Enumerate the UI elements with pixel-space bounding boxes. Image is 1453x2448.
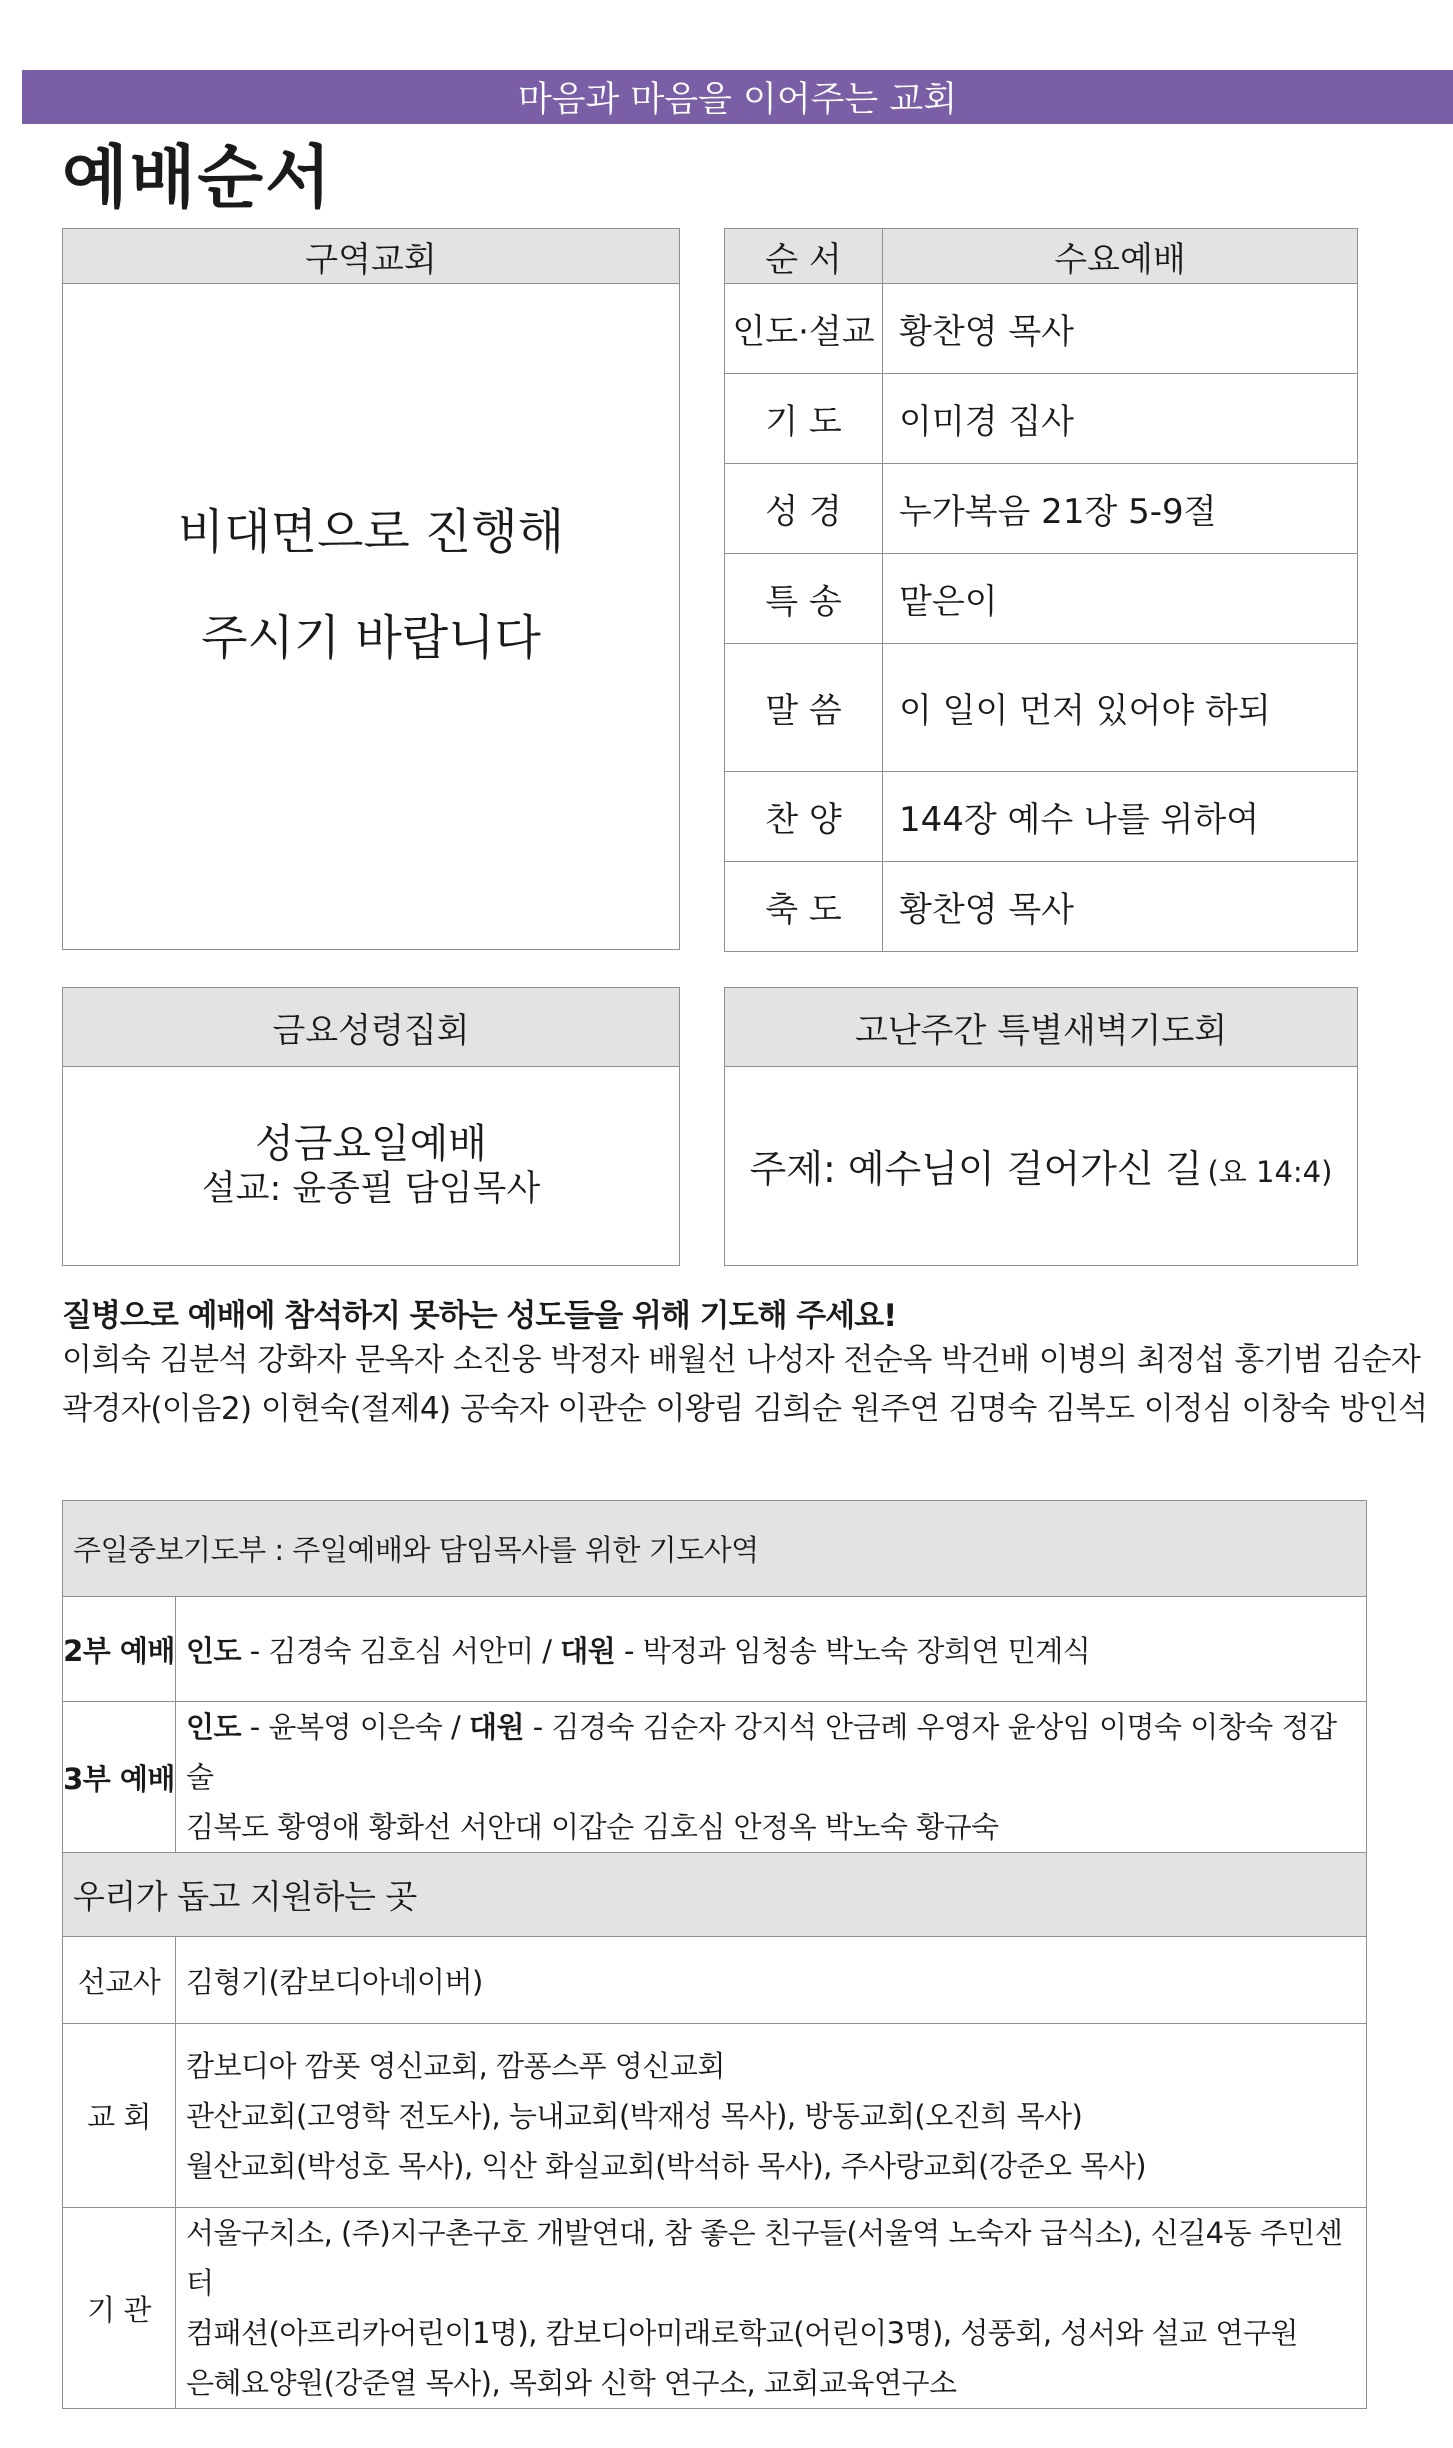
service3-row	[63, 1702, 1367, 1853]
role-cell: 기 도	[725, 374, 883, 464]
service3-lead-label: 인도	[186, 1710, 242, 1744]
service3-line-1	[186, 1702, 1356, 1802]
district-church-panel	[62, 228, 680, 950]
role-cell: 말 씀	[725, 644, 883, 772]
church-line-3: 월산교회(박성호 목사), 익산 화실교회(박석하 목사), 주사랑교회(강준오 목사)	[186, 2148, 1147, 2183]
service2-rep-names: - 박정과 임청송 박노숙 장희연 민계식	[615, 1633, 1091, 1668]
worship-row-special-song	[725, 554, 1358, 644]
passion-week-panel	[724, 987, 1358, 1266]
value-cell: 이 일이 먼저 있어야 하되	[883, 644, 1358, 772]
service3-label: 3부 예배	[63, 1702, 176, 1853]
support-header: 우리가 돕고 지원하는 곳	[63, 1853, 1367, 1937]
support-header-row	[63, 1853, 1367, 1937]
church-motto-banner: 마음과 마음을 이어주는 교회	[22, 70, 1453, 124]
service3-rep-names: - 김경숙 김순자 강지석 안금례 우영자 윤상임 이명숙 이창숙 정갑술	[186, 1710, 1337, 1794]
friday-preacher: 설교: 윤종필 담임목사	[201, 1169, 541, 1209]
intercession-support-table	[62, 1500, 1367, 2409]
worship-row-hymn	[725, 772, 1358, 862]
worship-row-leader	[725, 284, 1358, 374]
passion-week-reference: (요 14:4)	[1207, 1155, 1333, 1189]
worship-row-benediction	[725, 862, 1358, 952]
service2-row	[63, 1597, 1367, 1702]
page-title: 예배순서	[62, 139, 333, 218]
service3-line-2: 김복도 황영애 황화선 서안대 이갑순 김호심 안정옥 박노숙 황규숙	[186, 1810, 999, 1844]
friday-service-name: 성금요일예배	[255, 1121, 487, 1167]
role-cell: 찬 양	[725, 772, 883, 862]
passion-week-header: 고난주간 특별새벽기도회	[725, 988, 1357, 1067]
friday-service-header: 금요성령집회	[63, 988, 679, 1067]
missionary-value: 김형기(캄보디아네이버)	[176, 1937, 1367, 2024]
organization-row	[63, 2208, 1367, 2409]
district-church-notice	[63, 479, 679, 691]
organization-list	[176, 2208, 1367, 2409]
organization-line-3: 은혜요양원(강준열 목사), 목회와 신학 연구소, 교회교육연구소	[186, 2366, 957, 2400]
district-church-header: 구역교회	[63, 229, 679, 284]
organization-label: 기 관	[63, 2208, 176, 2409]
wednesday-worship-table	[724, 228, 1358, 952]
service2-label: 2부 예배	[63, 1597, 176, 1702]
service2-rep-label: 대원	[560, 1633, 616, 1668]
service-column-header: 수요예배	[883, 229, 1358, 284]
prayer-names-line-2: 곽경자(이음2) 이현숙(절제4) 공숙자 이관순 이왕림 김희순 원주연 김명숙 김복도 이정심 이창숙 방인석	[62, 1391, 1428, 1427]
service2-team	[176, 1597, 1367, 1702]
missionary-row	[63, 1937, 1367, 2024]
worship-row-sermon	[725, 644, 1358, 772]
prayer-names-line-1: 이희숙 김분석 강화자 문옥자 소진웅 박정자 배월선 나성자 전순옥 박건배 이병의 최정섭 홍기범 김순자	[62, 1342, 1421, 1378]
missionary-label: 선교사	[63, 1937, 176, 2024]
role-cell: 특 송	[725, 554, 883, 644]
service2-lead-names: - 김경숙 김호심 서안미 /	[241, 1633, 561, 1668]
church-label: 교 회	[63, 2024, 176, 2208]
organization-line-1: 서울구치소, (주)지구촌구호 개발연대, 참 좋은 친구들(서울역 노숙자 급식소), 신길4동 주민센터	[186, 2216, 1343, 2300]
passion-week-theme: 주제: 예수님이 걸어가신 길	[749, 1147, 1203, 1191]
value-cell: 144장 예수 나를 위하여	[883, 772, 1358, 862]
value-cell: 맡은이	[883, 554, 1358, 644]
worship-row-prayer	[725, 374, 1358, 464]
worship-table-header-row	[725, 229, 1358, 284]
notice-line-1: 비대면으로 진행해	[177, 504, 565, 560]
service3-team	[176, 1702, 1367, 1853]
friday-service-panel	[62, 987, 680, 1266]
value-cell: 이미경 집사	[883, 374, 1358, 464]
order-column-header: 순 서	[725, 229, 883, 284]
church-line-1: 캄보디아 깜폿 영신교회, 깜퐁스푸 영신교회	[186, 2048, 725, 2083]
service3-lead-names: - 윤복영 이은숙 /	[241, 1710, 469, 1744]
intercession-header-row	[63, 1501, 1367, 1597]
value-cell: 황찬영 목사	[883, 862, 1358, 952]
role-cell: 인도·설교	[725, 284, 883, 374]
service3-rep-label: 대원	[468, 1710, 524, 1744]
value-cell: 누가복음 21장 5-9절	[883, 464, 1358, 554]
value-cell: 황찬영 목사	[883, 284, 1358, 374]
church-row	[63, 2024, 1367, 2208]
role-cell: 축 도	[725, 862, 883, 952]
intercession-header: 주일중보기도부 : 주일예배와 담임목사를 위한 기도사역	[63, 1501, 1367, 1597]
notice-line-2: 주시기 바랍니다	[201, 610, 541, 666]
worship-row-scripture	[725, 464, 1358, 554]
prayer-request-heading: 질병으로 예배에 참석하지 못하는 성도들을 위해 기도해 주세요!	[62, 1298, 897, 1334]
organization-line-2: 컴패션(아프리카어린이1명), 캄보디아미래로학교(어린이3명), 성풍회, 성서와 설교 연구원	[186, 2316, 1298, 2350]
church-line-2: 관산교회(고영학 전도사), 능내교회(박재성 목사), 방동교회(오진희 목사)	[186, 2098, 1083, 2133]
church-list	[176, 2024, 1367, 2208]
service2-lead-label: 인도	[186, 1633, 242, 1668]
role-cell: 성 경	[725, 464, 883, 554]
